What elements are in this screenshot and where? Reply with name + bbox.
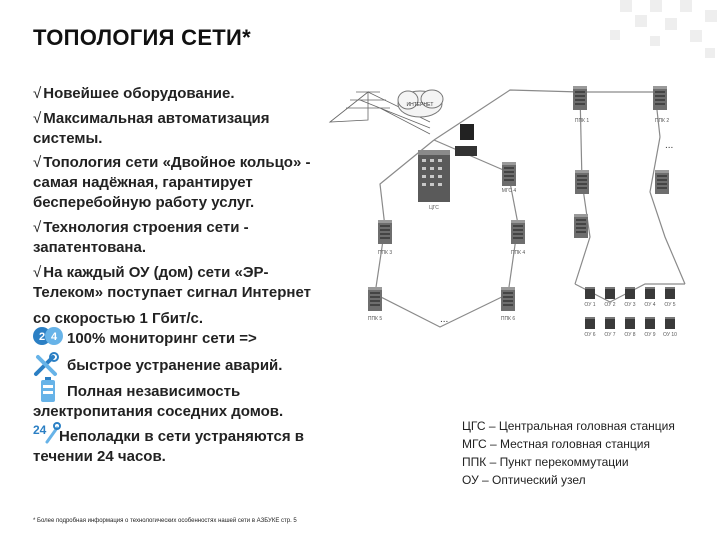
bullet-3: √ Топология сети «Двойное кольцо» - самая надёжная, гарантирует бесперебойную работу услуг. <box>33 154 311 211</box>
svg-text:ППК 2: ППК 2 <box>654 118 670 124</box>
svg-text:ППК 4: ППК 4 <box>510 250 526 256</box>
ellipsis-lower: ... <box>440 314 449 325</box>
feature-monitoring: 100% мониторинг сети => <box>67 330 257 347</box>
tsgs-building <box>418 150 450 211</box>
feature-repair: быстрое устранение аварий. <box>67 357 283 374</box>
tsgs-label: ЦГС <box>429 205 439 211</box>
bullet-4: √ Технология строения сети - запатентована. <box>33 219 249 256</box>
network-topology-diagram <box>320 62 710 362</box>
tools-icon <box>33 352 61 378</box>
svg-text:ППК 6: ППК 6 <box>500 316 516 322</box>
svg-text:ОУ 8: ОУ 8 <box>624 332 636 338</box>
svg-text:ППК 3: ППК 3 <box>377 250 393 256</box>
svg-text:ОУ 1: ОУ 1 <box>584 302 596 308</box>
ellipsis-upper: ... <box>665 140 674 151</box>
svg-text:ОУ 5: ОУ 5 <box>664 302 676 308</box>
svg-text:ОУ 10: ОУ 10 <box>663 332 677 338</box>
corner-grid-decoration <box>490 0 720 70</box>
page-title: ТОПОЛОГИЯ СЕТИ* <box>33 25 252 50</box>
topology-links <box>375 90 685 327</box>
svg-text:ОУ 4: ОУ 4 <box>644 302 656 308</box>
ou-nodes <box>585 287 675 329</box>
svg-text:ППК 1: ППК 1 <box>574 118 590 124</box>
svg-text:2: 2 <box>38 331 46 343</box>
svg-text:ОУ 7: ОУ 7 <box>604 332 616 338</box>
legend-item-mgs: МГС – Местная головная станция <box>462 437 650 451</box>
bullet-1: √ Новейшее оборудование. <box>33 85 235 102</box>
legend-item-ppk: ППК – Пункт перекоммутации <box>462 455 629 469</box>
cloud-label: ИНТЕРНЕТ <box>406 102 434 108</box>
feature-fix-24h: Неполадки в сети устраняются в течении 24 часов. <box>33 428 304 465</box>
bullet-2: √ Максимальная автоматизация системы. <box>33 110 270 147</box>
svg-text:24: 24 <box>33 423 47 437</box>
svg-text:ОУ 9: ОУ 9 <box>644 332 656 338</box>
footnote: * Более подробная информация о технологических особенностях нашей сети в АЗБУКЕ стр. 5 <box>33 518 297 524</box>
ppk-nodes <box>368 86 669 311</box>
legend-item-tsgs: ЦГС – Центральная головная станция <box>462 419 675 433</box>
svg-text:4: 4 <box>50 331 58 343</box>
svg-text:ОУ 6: ОУ 6 <box>584 332 596 338</box>
mgs-node <box>502 162 517 194</box>
clock-24-icon <box>33 324 63 348</box>
svg-text:ОУ 2: ОУ 2 <box>604 302 616 308</box>
svg-text:МГС 4: МГС 4 <box>501 188 517 194</box>
legend <box>462 417 675 489</box>
svg-text:ОУ 3: ОУ 3 <box>624 302 636 308</box>
devices <box>455 124 477 156</box>
legend-item-ou: ОУ – Оптический узел <box>462 473 586 487</box>
feature-power: Полная независимость электропитания соседних домов. <box>33 383 284 420</box>
bullet-5: √ На каждый ОУ (дом) сети «ЭР- Телеком» поступает сигнал Интернет со скоростью 1 Гбит/с. <box>33 264 311 327</box>
internet-cloud <box>398 90 443 117</box>
svg-text:ППК 5: ППК 5 <box>367 316 383 322</box>
